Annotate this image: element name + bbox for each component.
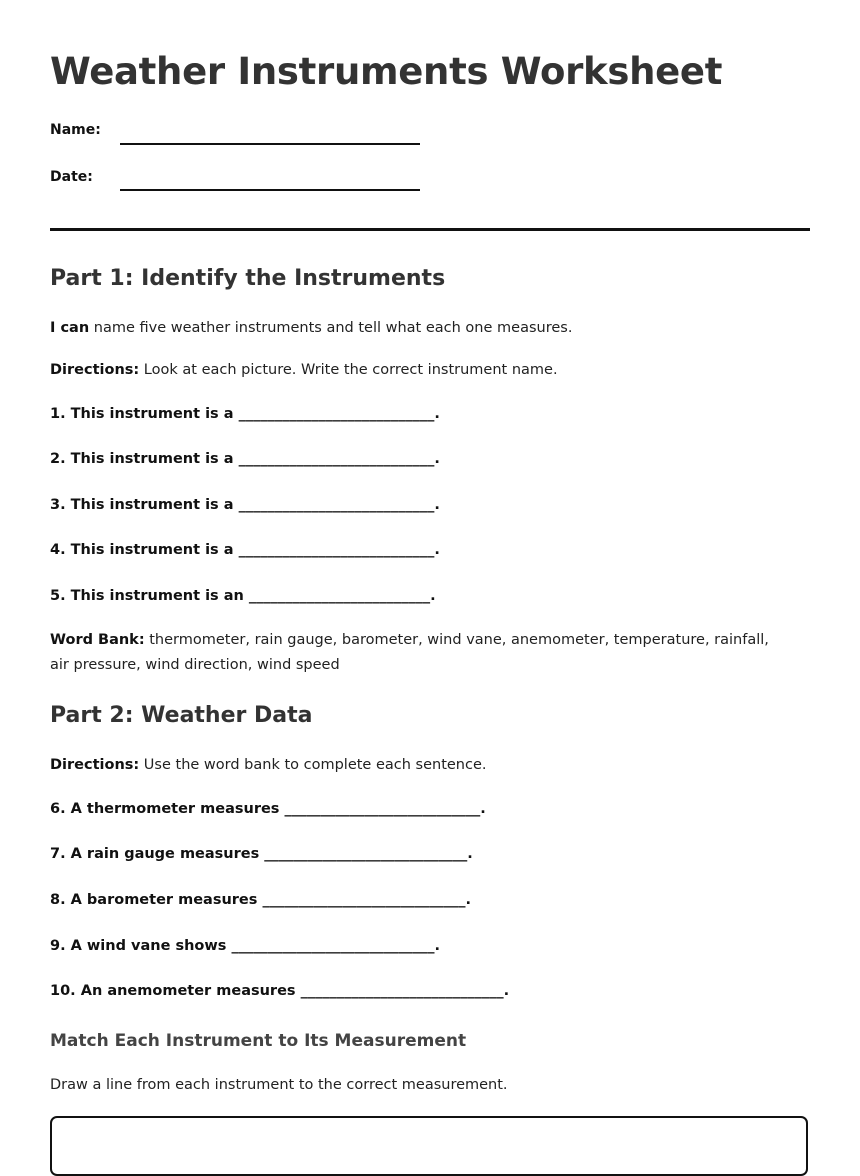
matching-box [50,1116,808,1176]
word-bank-text: thermometer, rain gauge, barometer, wind vane, anemometer, temperature, rainfall, air pressure, wind direction, wind speed [50,632,769,673]
date-label: Date: [50,169,93,185]
question-8: 8. A barometer measures ____________________________. [50,892,471,908]
part2-directions [50,753,790,778]
directions-bold: Directions: [50,362,140,378]
directions-text: Use the word bank to complete each sentence. [139,757,487,773]
part1-heading: Part 1: Identify the Instruments [50,266,446,291]
i-can-bold: I can [50,320,90,336]
question-3: 3. This instrument is a ___________________________. [50,497,440,513]
header-divider [50,228,810,231]
word-bank-bold: Word Bank: [50,632,145,648]
match-heading: Match Each Instrument to Its Measurement [50,1031,467,1051]
question-6: 6. A thermometer measures ___________________________. [50,801,486,817]
i-can-statement [50,316,790,341]
question-10: 10. An anemometer measures ____________________________. [50,983,510,999]
question-4: 4. This instrument is a ___________________________. [50,542,440,558]
page-title: Weather Instruments Worksheet [50,50,723,93]
part1-directions [50,358,790,383]
i-can-text: name five weather instruments and tell what each one measures. [89,320,573,336]
name-line [120,143,420,145]
question-1: 1. This instrument is a ___________________________. [50,406,440,422]
part2-heading: Part 2: Weather Data [50,703,313,728]
question-5: 5. This instrument is an _________________________. [50,588,436,604]
directions-bold: Directions: [50,757,140,773]
name-label: Name: [50,122,101,138]
word-bank [50,628,790,678]
date-line [120,189,420,191]
question-2: 2. This instrument is a ___________________________. [50,451,440,467]
question-7: 7. A rain gauge measures ____________________________. [50,846,473,862]
directions-text: Look at each picture. Write the correct instrument name. [139,362,558,378]
match-instructions: Draw a line from each instrument to the correct measurement. [50,1077,508,1093]
question-9: 9. A wind vane shows ____________________________. [50,938,440,954]
